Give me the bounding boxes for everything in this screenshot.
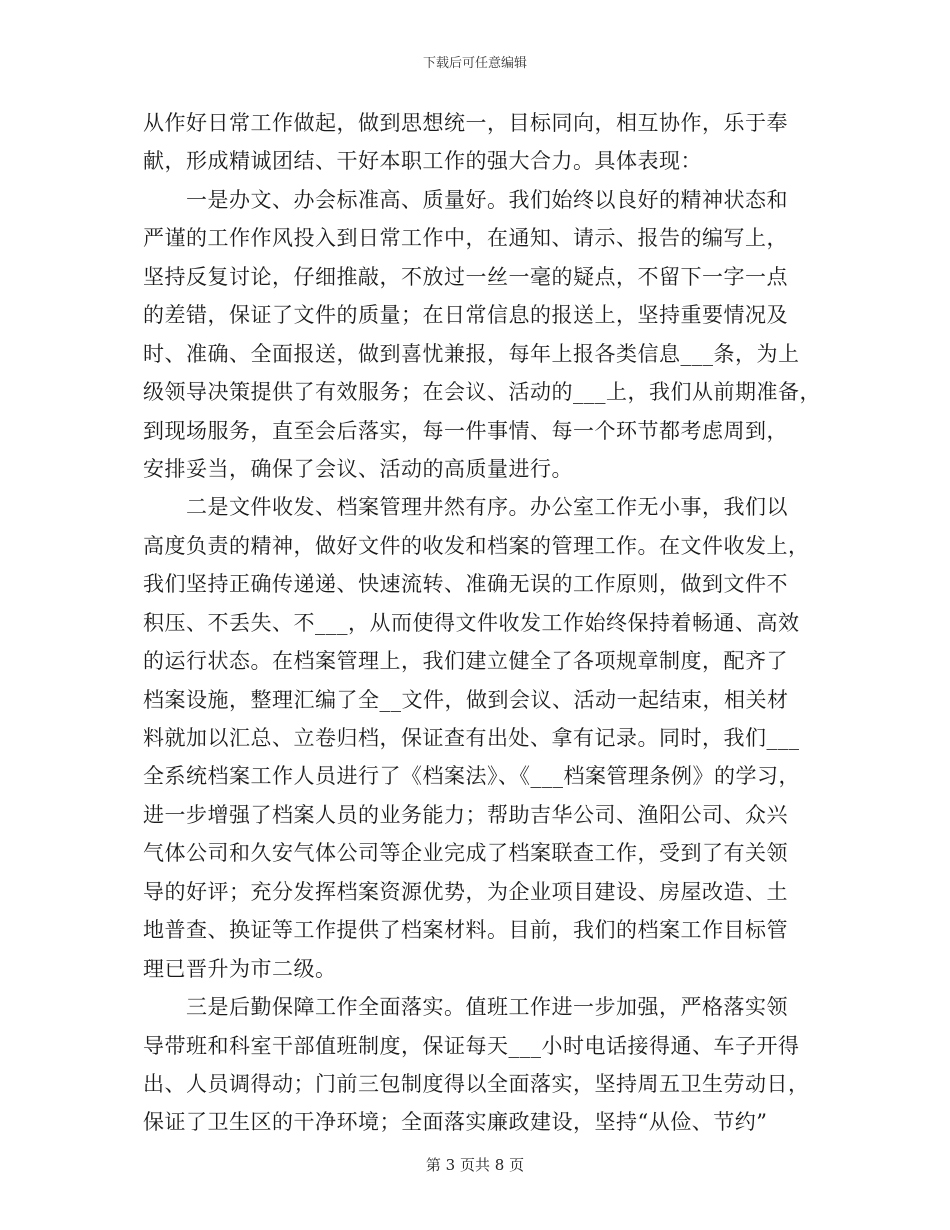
text-line: 二是文件收发、档案管理井然有序。办公室工作无小事，我们以 [143,495,788,520]
text-line: 导的好评；充分发挥档案资源优势，为企业项目建设、房屋改造、土 [143,879,788,904]
text-line: 导带班和科室干部值班制度，保证每天___小时电话接得通、车子开得 [143,1033,800,1058]
text-line: 到现场服务，直至会后落实，每一件事情、每一个环节都考虑周到， [143,418,788,443]
text-line: 料就加以汇总、立卷归档，保证查有出处、拿有记录。同时，我们___ [143,726,800,750]
text-line: 地普查、换证等工作提供了档案材料。目前，我们的档案工作目标管 [143,918,788,943]
text-line: 保证了卫生区的干净环境；全面落实廉政建设，坚持“从俭、节约” [143,1110,768,1135]
text-line: 级领导决策提供了有效服务；在会议、活动的___上，我们从前期准备， [143,380,821,405]
text-line: 我们坚持正确传递递、快速流转、准确无误的工作原则，做到文件不 [143,572,788,597]
text-line: 高度负责的精神，做好文件的收发和档案的管理工作。在文件收发上， [143,533,810,558]
text-line: 三是后勤保障工作全面落实。值班工作进一步加强，严格落实领 [143,995,788,1020]
text-line: 安排妥当，确保了会议、活动的高质量进行。 [143,456,573,481]
text-line: 时、准确、全面报送，做到喜忧兼报，每年上报各类信息___条，为上 [143,341,800,366]
text-line: 积压、不丢失、不___，从而使得文件收发工作始终保持着畅通、高效 [143,610,800,635]
document-body [143,104,833,1142]
text-line: 献，形成精诚团结、干好本职工作的强大合力。具体表现： [143,149,702,174]
text-line: 档案设施，整理汇编了全__文件，做到会议、活动一起结束，相关材 [143,687,789,712]
text-line: 进一步增强了档案人员的业务能力；帮助吉华公司、渔阳公司、众兴 [143,802,788,827]
text-line: 理已晋升为市二级。 [143,956,337,981]
text-line: 气体公司和久安气体公司等企业完成了档案联查工作，受到了有关领 [143,841,788,866]
page-footer: 第 3 页共 8 页 [425,1156,525,1174]
text-line: 的运行状态。在档案管理上，我们建立健全了各项规章制度，配齐了 [143,649,788,674]
text-line: 从作好日常工作做起，做到思想统一，目标同向，相互协作，乐于奉 [143,111,788,135]
text-line: 坚持反复讨论，仔细推敲，不放过一丝一毫的疑点，不留下一字一点 [143,264,788,289]
text-line: 一是办文、办会标准高、质量好。我们始终以良好的精神状态和 [143,187,788,212]
text-line: 出、人员调得动；门前三包制度得以全面落实，坚持周五卫生劳动日， [143,1071,810,1096]
text-line: 全系统档案工作人员进行了《档案法》、《___档案管理条例》的学习， [143,764,800,789]
text-line: 严谨的工作作风投入到日常工作中，在通知、请示、报告的编写上， [143,226,788,251]
page-header: 下载后可任意编辑 [422,56,527,71]
text-line: 的差错，保证了文件的质量；在日常信息的报送上，坚持重要情况及 [143,303,788,328]
